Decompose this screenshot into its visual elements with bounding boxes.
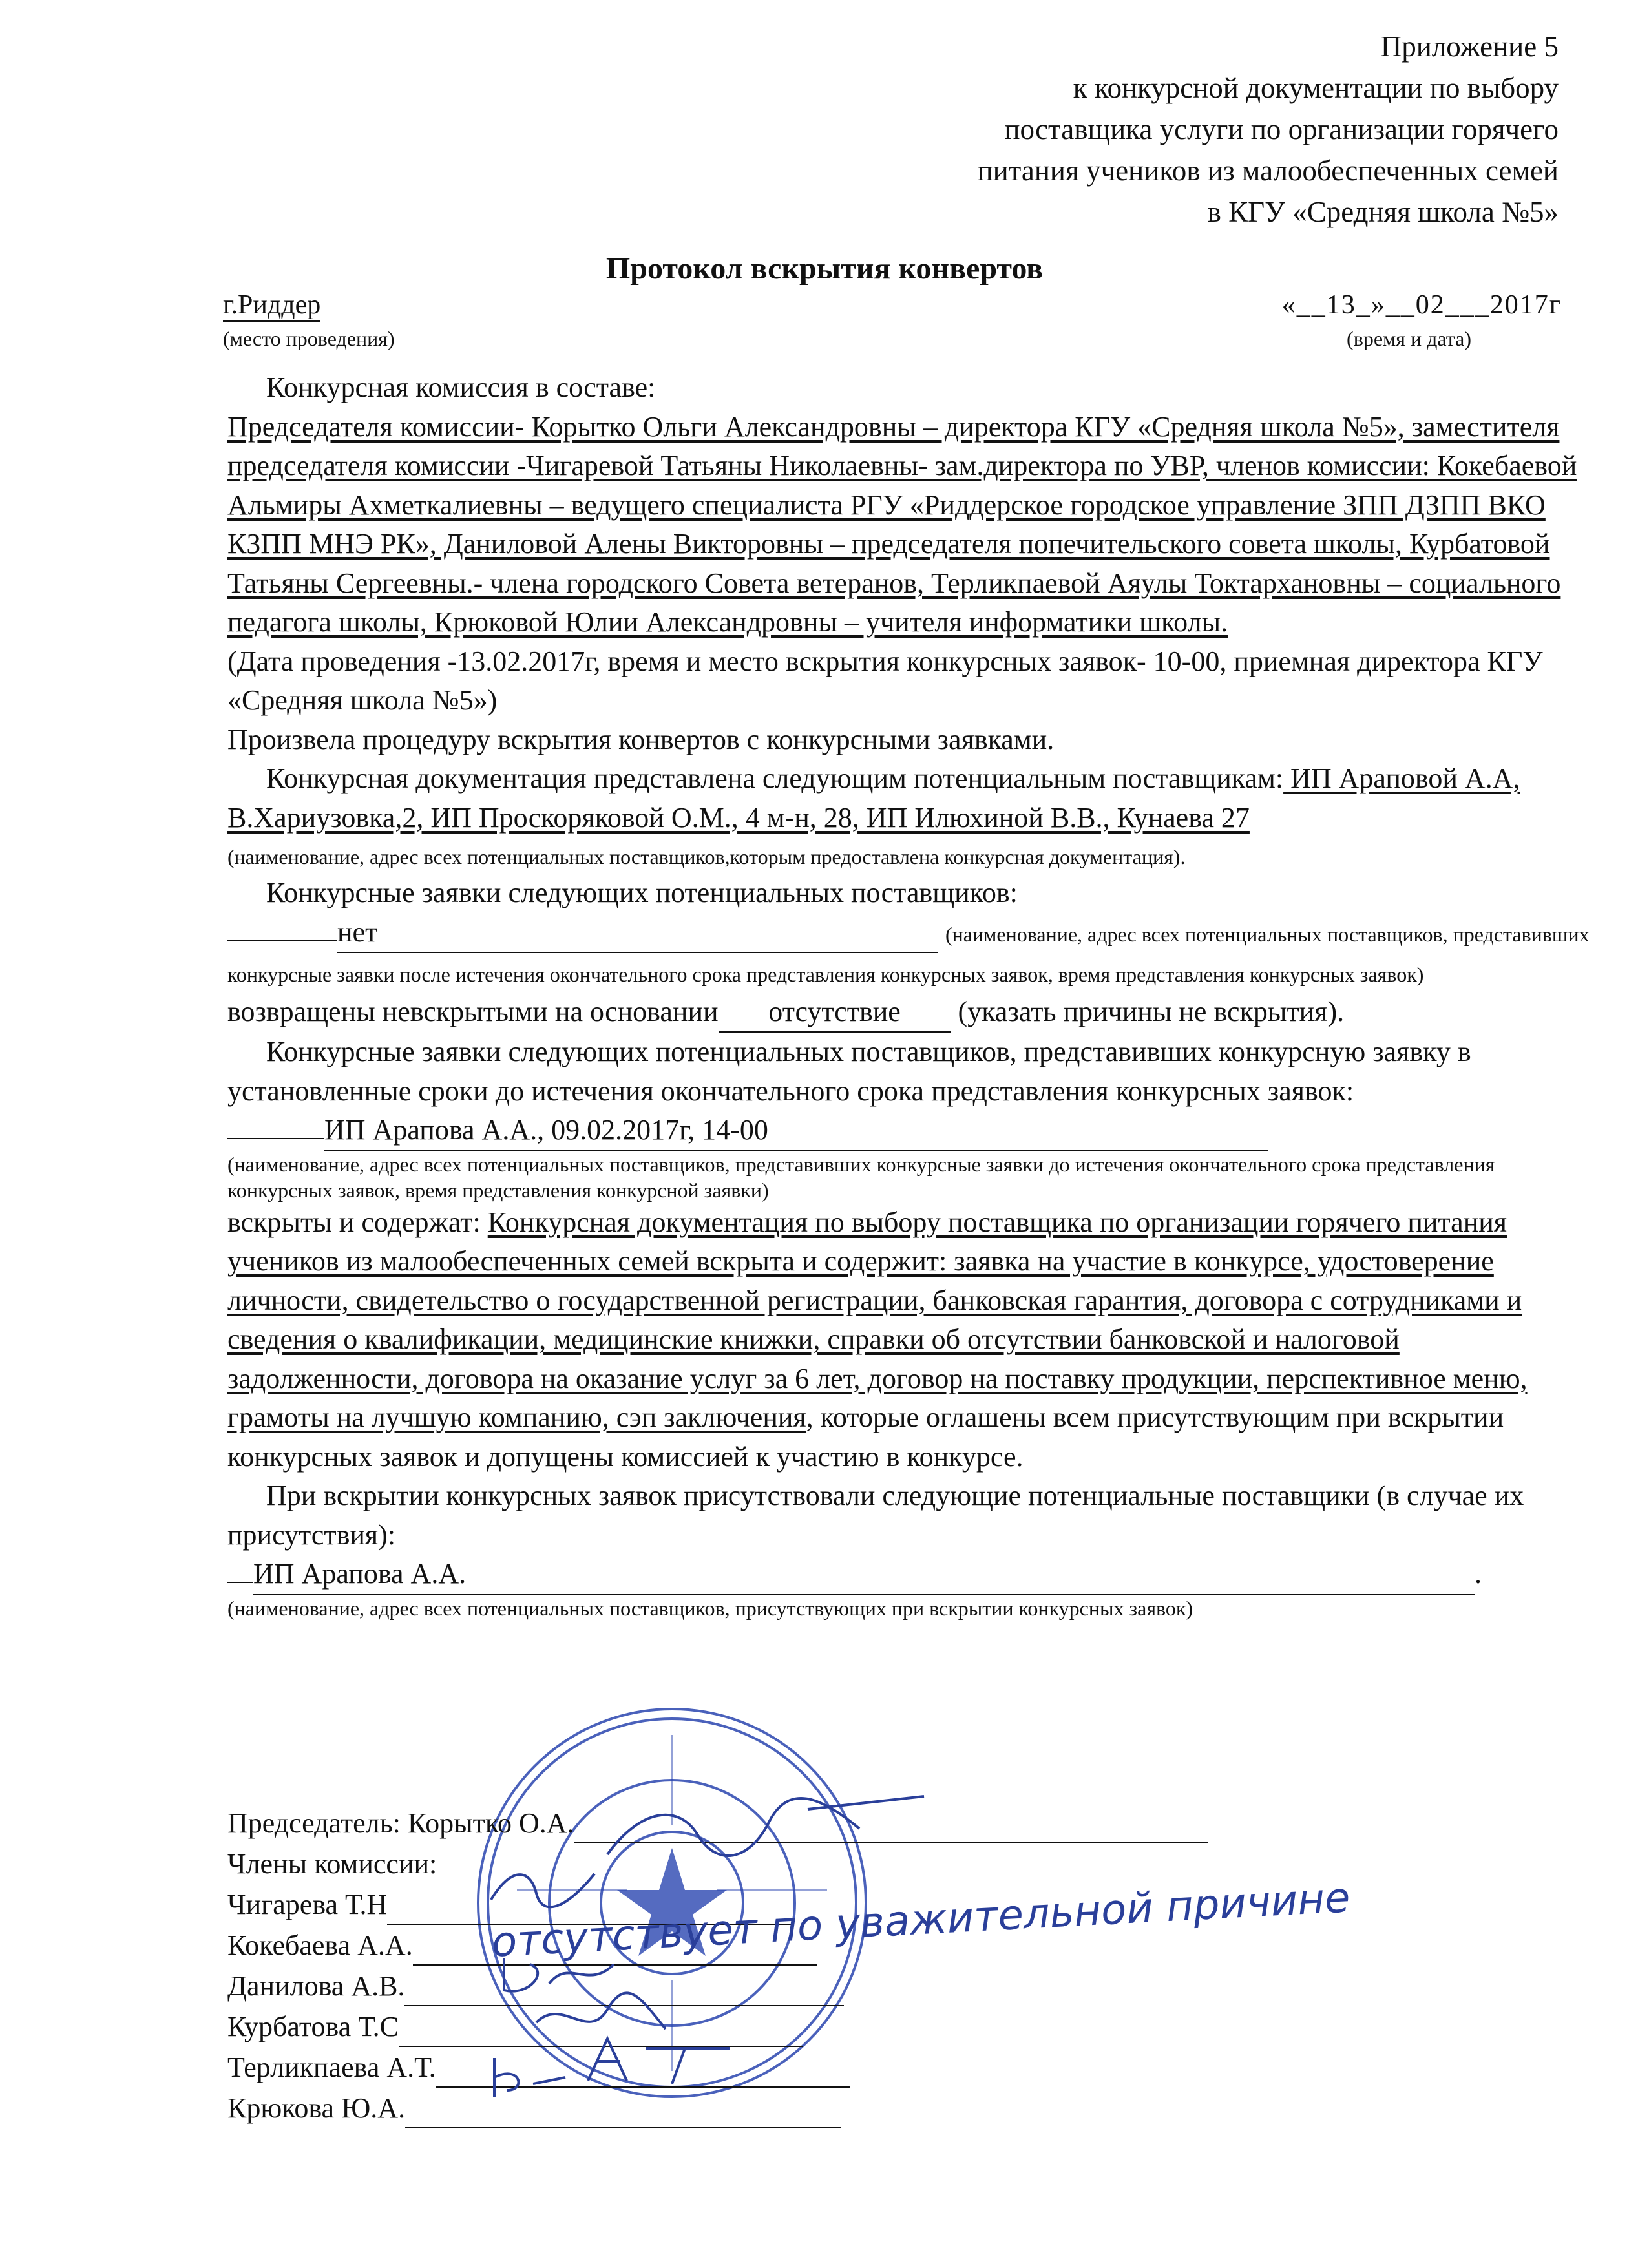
returned-text: возвращены невскрытыми на основании	[227, 995, 719, 1027]
blank-line	[227, 940, 337, 941]
commission-members-text: Председателя комиссии- Корытко Ольги Александровны – директора КГУ «Средняя школа №5», заместителя председателя комиссии -Чигаревой Татьяны Николаевны- зам.директора по УВР, членов комиссии: Кокебаевой Альмиры Ахметкалиевны – ведущего специалиста РГУ «Риддерское городское управление ЗПП ДЗПП ВКО КЗПП МНЭ РК», Даниловой Алены Викторовны – председателя попечительского совета школы, Курбатовой Татьяны Сергеевны.- члена городского Совета ветеранов, Терликпаевой Аяулы Токтархановны – социального педагога школы, Крюковой Юлии Александровны – учителя информатики школы.	[227, 410, 1577, 638]
docs-provided-lead: Конкурсная документация представлена следующим потенциальным поставщикам:	[266, 762, 1284, 794]
absence-note: отсутствует по уважительной причине	[490, 1874, 1352, 1967]
member-name: Данилова А.В.	[227, 1970, 405, 2002]
appendix-line: к конкурсной документации по выбору	[1073, 72, 1559, 104]
member-name: Чигарева Т.Н	[227, 1889, 388, 1920]
place-caption: (место проведения)	[223, 327, 395, 350]
ontime-bids-line	[227, 1111, 1597, 1151]
members-label: Члены комиссии:	[227, 1848, 437, 1880]
commission-members	[227, 408, 1597, 642]
chair-name: Председатель: Корытко О.А.	[227, 1807, 574, 1839]
member-name: Курбатова Т.С	[227, 2011, 399, 2042]
appendix-header	[978, 26, 1559, 233]
docs-provided	[227, 759, 1597, 837]
commission-datetime: (Дата проведения -13.02.2017г, время и место вскрытия конкурсных заявок- 10-00, приемная директора КГУ «Средняя школа №5»)	[227, 645, 1543, 716]
member-name: Терликпаева А.Т.	[227, 2052, 436, 2083]
late-bids-caption: (наименование, адрес всех потенциальных поставщиков, представивших конкурсные заявки после истечения окончательного срока представления конкурсных заявок, время представления конкурсных заявок)	[227, 922, 1590, 986]
place-text: г.Риддер	[223, 289, 320, 322]
signature-line	[405, 2127, 841, 2128]
appendix-line: поставщика услуги по организации горячего	[1004, 113, 1559, 145]
ontime-bids-caption: (наименование, адрес всех потенциальных поставщиков, представивших конкурсные заявки до истечения окончательного срока представления конкурсных заявок, время представления конкурсной заявки)	[227, 1152, 1495, 1202]
late-bids-line	[227, 913, 1597, 992]
commission-intro: Конкурсная комиссия в составе:	[266, 372, 656, 403]
member-signature	[481, 2052, 572, 2103]
blank-line	[227, 1138, 324, 1139]
ontime-bids-lead: Конкурсные заявки следующих потенциальных поставщиков, представивших конкурсную заявку в установленные сроки до истечения окончательного срока представления конкурсных заявок:	[227, 1036, 1471, 1107]
member-signature	[582, 2029, 737, 2087]
ontime-bids-value: ИП Арапова А.А., 09.02.2017г, 14-00	[324, 1111, 1268, 1151]
protocol-body	[227, 368, 1597, 1621]
appendix-line: питания учеников из малообеспеченных семей	[977, 154, 1559, 187]
document-title: Протокол вскрытия конвертов	[605, 251, 1044, 286]
blank-line	[227, 1582, 253, 1583]
place-value	[223, 289, 320, 322]
opened-contents-tail: , которые оглашены всем присутствующим при вскрытии конкурсных заявок и допущены комиссией к участию в конкурсе.	[227, 1402, 1504, 1473]
late-bids-returned	[227, 992, 1597, 1033]
opened-lead: вскрыты и содержат:	[227, 1206, 488, 1238]
present-line: ИП Арапова А.А. .	[227, 1555, 1597, 1595]
docs-provided-value: ИП Араповой А.А, В.Хариузовка,2, ИП Проскоряковой О.М., 4 м-н, 28, ИП Илюхиной В.В., Кунаева 27	[227, 762, 1520, 834]
chair-signature	[601, 1783, 937, 1874]
appendix-number: Приложение 5	[1380, 30, 1559, 63]
member-row	[227, 2088, 1208, 2128]
member-name: Кокебаева А.А.	[227, 1929, 413, 1961]
member-signature	[485, 1861, 601, 1913]
present-lead: При вскрытии конкурсных заявок присутствовали следующие потенциальные поставщики (в случае их присутствия):	[227, 1480, 1524, 1551]
date-value: «__13_»__02___2017г	[1281, 290, 1562, 320]
return-reason-tail: (указать причины не вскрытия).	[958, 995, 1345, 1027]
late-bids-value: нет	[337, 913, 938, 954]
ontime-bids-contents	[227, 1203, 1597, 1477]
member-row	[227, 1966, 1208, 2006]
commission-procedure: Произвела процедуру вскрытия конвертов с конкурсными заявками.	[227, 723, 1055, 755]
member-name: Крюкова Ю.А.	[227, 2092, 406, 2124]
docs-provided-caption: (наименование, адрес всех потенциальных поставщиков,которым предоставлена конкурсная документация).	[227, 845, 1186, 868]
late-bids-lead: Конкурсные заявки следующих потенциальных поставщиков:	[266, 877, 1018, 908]
present-value: ИП Арапова А.А.	[253, 1555, 1475, 1595]
opened-contents: Конкурсная документация по выбору поставщика по организации горячего питания учеников из малообеспеченных семей вскрыта и содержит: заявка на участие в конкурсе, удостоверение личности, свидетельство о государственной регистрации, банковская гарантия, договора с сотрудниками и сведения о квалификации, медицинские книжки, справки об отсутствии банковской и налоговой задолженности, договора на оказание услуг за 6 лет, договор на поставку продукции, перспективное меню, грамоты на лучшую компанию, сэп заключения	[227, 1206, 1528, 1433]
present-caption: (наименование, адрес всех потенциальных поставщиков, присутствующих при вскрытии конкурсных заявок)	[227, 1596, 1193, 1620]
date-caption: (время и дата)	[1347, 327, 1471, 350]
return-reason: отсутствие	[719, 992, 951, 1033]
appendix-line: в КГУ «Средняя школа №5»	[1207, 196, 1559, 228]
